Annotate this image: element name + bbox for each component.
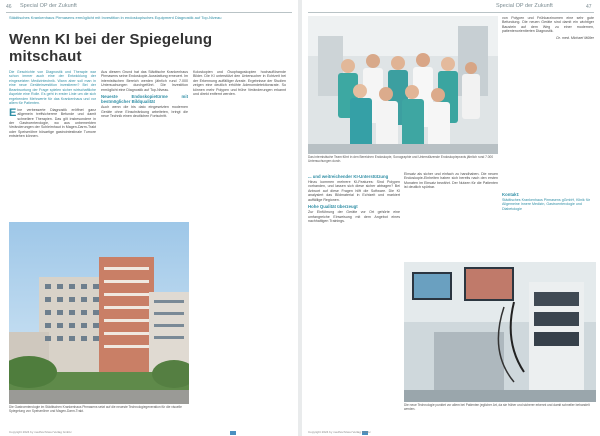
body-paragraph-8: von Polypen und Frühkarzinomen eine sehr gute Befundung. Die neuen Geräte sind damit ein wichtiger Baustein auf dem Weg zu einer modernen, patientenorientierten Diagnostik. [502, 16, 594, 34]
endoscopy-equipment-photo [404, 262, 596, 402]
footer-left: Copyright 2024 by medhochzwei Verlag GmbH [9, 430, 72, 434]
author-signature: Dr. med. Michael Müller [556, 35, 594, 40]
subheading-3: Hohe Qualität überzeugt [308, 204, 358, 210]
body-paragraph-7: Einsatz als sicher und einfach zu handhaben. Die neuen Endoskopie-Einheiten haben sich bereits nach den ersten Monaten im Einsatz bewährt. Der Nutzen für die Patienten ist deutlich spürbar. [404, 172, 498, 190]
medical-team-photo [308, 16, 498, 154]
building-photo-caption: Die Gastroenterologie im Städtischen Krankenhaus Pirmasens setzt auf die neueste Technologiegeneration für die visuelle Spiegelung von Speiseröhre und Magen-Darm-Trakt. [9, 405, 182, 413]
body-paragraph-6: Zur Einführung der Geräte vor Ort gehörte eine umfangreiche Einweisung mit dem Angebot eines nachhaltigen Trainings. [308, 210, 400, 224]
header-rule-right [308, 12, 594, 13]
equipment-photo-caption: Die neue Technologie punktet vor allem bei Patienten jeglicher Art, da sie früher und sicherer erkennt und damit schneller behandelt werden. [404, 403, 590, 411]
intro-paragraph: Die Geschichte von Diagnostik und Therapie war schon immer auch eine der Entwicklung der eingesetzten Medizintechnik. Wann aber soll man in eine neue Geräteinvestition investieren? Bei der Beantwortung der Frage spielen sicher wirtschaftliche Aspekte eine Rolle. Es geht in erster Linie um die sich ergebenden Mehrwerte für das Krankenhaus und vor allem für Patienten. [9, 70, 96, 106]
footer-right: Copyright 2024 by medhochzwei Verlag GmbH [308, 430, 371, 434]
body-paragraph-1: Eine verbesserte Diagnostik eröffnet ganz allgemein treffsicherere Befunde und damit schnellere Therapien. Das gilt insbesondere in der Gastroenterologie, wo aus unbemerkten Veränderungen der Schleimhaut in Magen-Darm-Trakt oder Speiseröhre bösartige gastrointestinale Tumore entstehen können. [9, 106, 96, 139]
article-lead: Städtisches Krankenhaus Pirmasens ermöglicht mit Investition in endoskopisches Equipment Diagnostik auf Top-Niveau [9, 15, 222, 20]
left-column-2 [101, 70, 188, 218]
left-page [0, 0, 298, 436]
body-paragraph-3: Auch wenn die bis dato eingesetzten modernen Geräte ohne Einschränkung arbeiteten, bringt die neue Technik einen deutlichen Fortschritt. [101, 105, 188, 119]
body-paragraph-2: Aus diesem Grund hat das Städtische Krankenhaus Pirmasens seine Endoskopie-Ausstattung erneuert. Im internistischen Bereich werden jährlich rund 7.000 Untersuchungen durchgeführt. Die Investition ermöglicht eine Diagnostik auf Top-Niveau. [101, 70, 188, 92]
title-line-1: Wenn KI bei der Spiegelung [9, 31, 213, 48]
body-paragraph-5: Hinzu kommen mehrere KI-Features: Sind Polypen vorhanden, und lassen sich diese sicher abtragen? Bei Antwort auf diese Fragen hilft die Software. Die KI analysiert das Bildmaterial in Echtzeit und markiert auffällige Regionen. [308, 180, 400, 202]
section-label-right: Special OP der Zukunft [496, 3, 553, 9]
right-column-2 [404, 172, 498, 222]
header-rule-left [6, 12, 292, 13]
team-photo-caption: Das internistische Team führt in den Bereichen Endoskopie, Sonographie und Unterstützende Endoskopiepraxis jährlich rund 7.000 Untersuchungen durch. [308, 155, 494, 163]
right-page [302, 0, 600, 436]
dropcap: E [9, 106, 17, 119]
title-line-2: mitschaut [9, 48, 82, 65]
contact-box [502, 190, 594, 260]
page-number-right: 47 [586, 4, 592, 10]
article-title [9, 31, 289, 65]
page-number-left: 46 [6, 4, 12, 10]
subheading-1: Neueste Endoskopietürme mit bestmöglicher Bildqualität [101, 94, 188, 105]
body-paragraph-4: Koloskopien und Ösophagoskopien hochauflösende Bilder. Die KI unterstützt den Untersucher in Echtzeit bei der Erkennung auffälliger Areale. Ergebnisse der Studien zeigen eine deutlich erhöhte Adenomdetektionsrate. So können mehr Polypen und frühe Veränderungen erkannt und direkt entfernt werden. [193, 70, 286, 97]
subheading-2: ... und weitreichender KI-Unterstützung [308, 174, 389, 179]
publisher-logo-icon [230, 431, 236, 435]
left-column-1 [9, 70, 96, 218]
hospital-building-photo [9, 222, 189, 404]
left-column-3 [193, 70, 286, 415]
contact-details: Städtisches Krankenhaus Pirmasens gGmbH, Klinik für Allgemeine Innere Medizin, Gastroenterologie und Diabetologie [502, 198, 590, 211]
contact-heading: Kontakt: [502, 192, 520, 197]
right-column-1 [308, 172, 400, 414]
section-label-left: Special OP der Zukunft [20, 3, 77, 9]
right-column-3 [502, 16, 594, 166]
publisher-logo-left [230, 430, 237, 435]
